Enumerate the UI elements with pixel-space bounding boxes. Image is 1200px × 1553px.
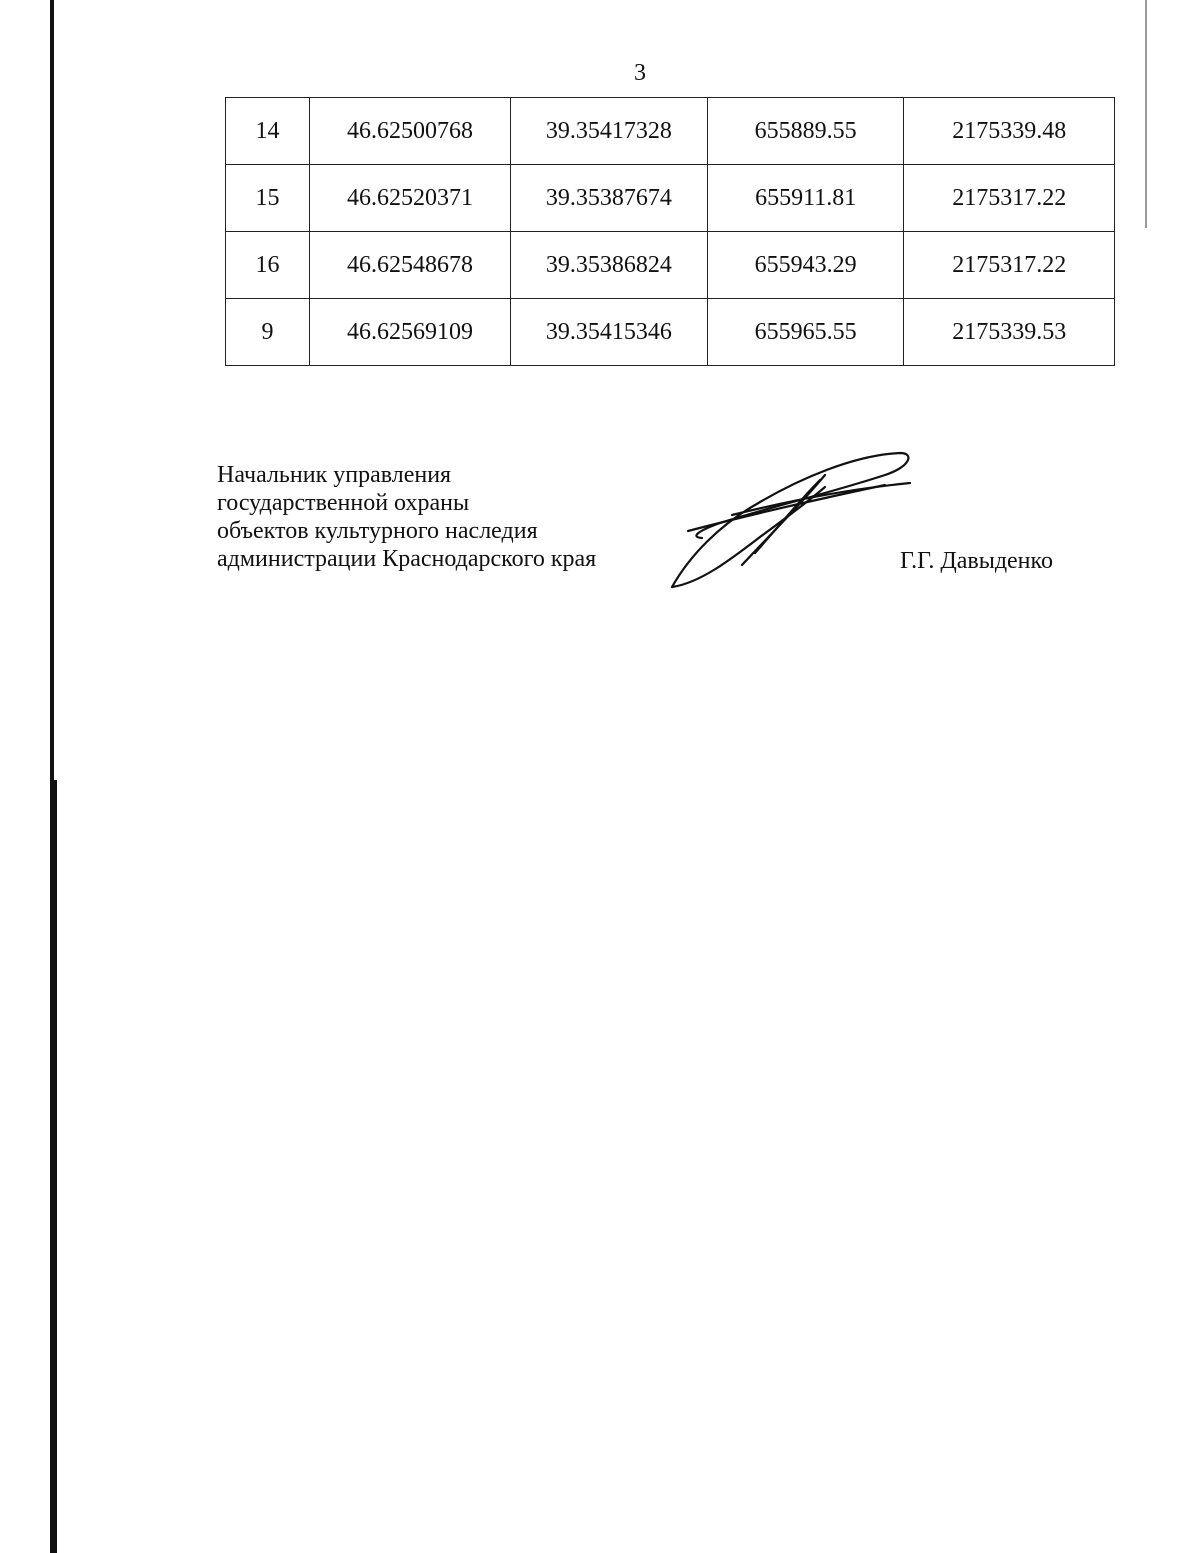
table-cell-point-number: 16 — [226, 232, 310, 299]
page-number: 3 — [634, 60, 646, 86]
handwritten-signature — [660, 445, 920, 595]
signer-position — [217, 461, 596, 573]
table-cell-latitude: 46.62520371 — [310, 165, 511, 232]
coordinates-table — [225, 97, 1115, 366]
scan-edge-right — [1145, 0, 1147, 228]
table-row — [226, 98, 1115, 165]
table-cell-x: 655943.29 — [707, 232, 904, 299]
signer-position-line: администрации Краснодарского края — [217, 546, 597, 572]
table-cell-y: 2175339.53 — [904, 299, 1115, 366]
table-cell-point-number: 9 — [226, 299, 310, 366]
table-cell-x: 655911.81 — [707, 165, 904, 232]
table-cell-y: 2175317.22 — [904, 165, 1115, 232]
signer-position-line: государственной охраны — [217, 490, 470, 516]
table-cell-latitude: 46.62548678 — [310, 232, 511, 299]
table-cell-x: 655965.55 — [707, 299, 904, 366]
scan-edge-left-thick — [50, 780, 57, 1553]
table-row — [226, 299, 1115, 366]
table-cell-y: 2175317.22 — [904, 232, 1115, 299]
table-cell-longitude: 39.35417328 — [510, 98, 707, 165]
table-cell-y: 2175339.48 — [904, 98, 1115, 165]
table-cell-longitude: 39.35386824 — [510, 232, 707, 299]
table-row — [226, 232, 1115, 299]
table-cell-x: 655889.55 — [707, 98, 904, 165]
signer-name: Г.Г. Давыденко — [900, 548, 1053, 574]
table-cell-longitude: 39.35387674 — [510, 165, 707, 232]
table-cell-latitude: 46.62500768 — [310, 98, 511, 165]
signer-position-line: Начальник управления — [217, 462, 452, 488]
table-cell-point-number: 14 — [226, 98, 310, 165]
signer-position-line: объектов культурного наследия — [217, 518, 538, 544]
table-cell-latitude: 46.62569109 — [310, 299, 511, 366]
table-cell-point-number: 15 — [226, 165, 310, 232]
table-row — [226, 165, 1115, 232]
table-cell-longitude: 39.35415346 — [510, 299, 707, 366]
